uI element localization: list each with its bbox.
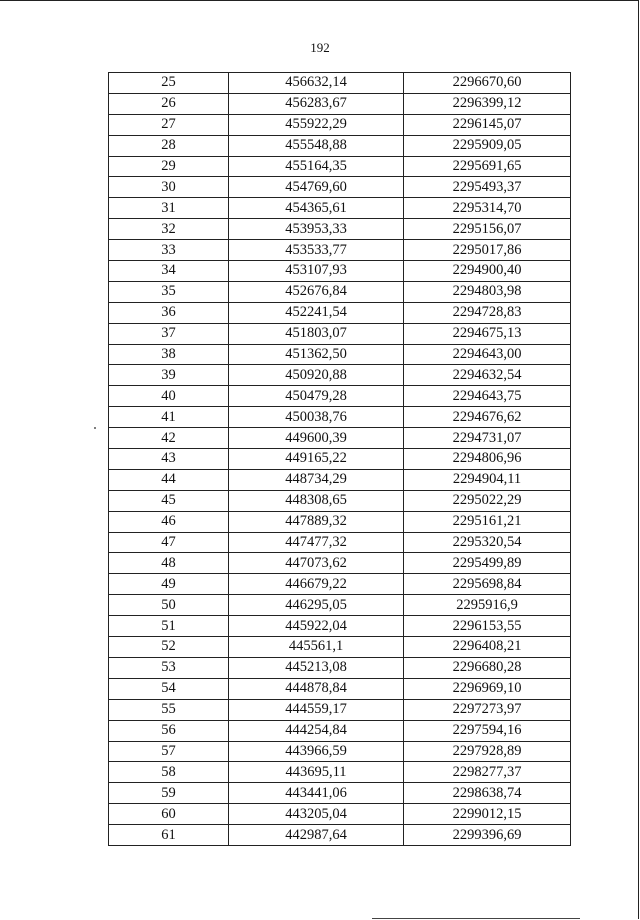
y-coordinate-cell: 2294643,75 <box>404 386 571 407</box>
x-coordinate-cell: 442987,64 <box>229 825 404 846</box>
point-number-cell: 61 <box>109 825 229 846</box>
table-row <box>109 386 571 407</box>
table-row <box>109 344 571 365</box>
x-coordinate-cell: 450038,76 <box>229 407 404 428</box>
y-coordinate-cell: 2296969,10 <box>404 678 571 699</box>
coordinates-table-body <box>109 73 571 846</box>
point-number-cell: 50 <box>109 595 229 616</box>
point-number-cell: 41 <box>109 407 229 428</box>
table-row <box>109 783 571 804</box>
y-coordinate-cell: 2296399,12 <box>404 93 571 114</box>
x-coordinate-cell: 447477,32 <box>229 532 404 553</box>
x-coordinate-cell: 454769,60 <box>229 177 404 198</box>
x-coordinate-cell: 445213,08 <box>229 657 404 678</box>
x-coordinate-cell: 450479,28 <box>229 386 404 407</box>
table-row <box>109 135 571 156</box>
y-coordinate-cell: 2295156,07 <box>404 219 571 240</box>
point-number-cell: 56 <box>109 720 229 741</box>
point-number-cell: 48 <box>109 553 229 574</box>
table-row <box>109 428 571 449</box>
point-number-cell: 49 <box>109 574 229 595</box>
scan-speck <box>94 427 96 429</box>
table-row <box>109 302 571 323</box>
y-coordinate-cell: 2294728,83 <box>404 302 571 323</box>
table-row <box>109 574 571 595</box>
x-coordinate-cell: 454365,61 <box>229 198 404 219</box>
x-coordinate-cell: 443441,06 <box>229 783 404 804</box>
x-coordinate-cell: 446295,05 <box>229 595 404 616</box>
x-coordinate-cell: 446679,22 <box>229 574 404 595</box>
table-row <box>109 595 571 616</box>
y-coordinate-cell: 2295493,37 <box>404 177 571 198</box>
table-row <box>109 490 571 511</box>
x-coordinate-cell: 456283,67 <box>229 93 404 114</box>
point-number-cell: 31 <box>109 198 229 219</box>
x-coordinate-cell: 448308,65 <box>229 490 404 511</box>
y-coordinate-cell: 2296408,21 <box>404 637 571 658</box>
table-row <box>109 678 571 699</box>
table-row <box>109 240 571 261</box>
point-number-cell: 51 <box>109 616 229 637</box>
point-number-cell: 45 <box>109 490 229 511</box>
x-coordinate-cell: 443966,59 <box>229 741 404 762</box>
point-number-cell: 34 <box>109 261 229 282</box>
x-coordinate-cell: 455548,88 <box>229 135 404 156</box>
table-row <box>109 616 571 637</box>
table-row <box>109 532 571 553</box>
y-coordinate-cell: 2295017,86 <box>404 240 571 261</box>
table-row <box>109 198 571 219</box>
x-coordinate-cell: 450920,88 <box>229 365 404 386</box>
y-coordinate-cell: 2295909,05 <box>404 135 571 156</box>
y-coordinate-cell: 2295314,70 <box>404 198 571 219</box>
x-coordinate-cell: 452241,54 <box>229 302 404 323</box>
bottom-edge-line <box>372 918 580 919</box>
y-coordinate-cell: 2295022,29 <box>404 490 571 511</box>
x-coordinate-cell: 444559,17 <box>229 699 404 720</box>
point-number-cell: 52 <box>109 637 229 658</box>
x-coordinate-cell: 453107,93 <box>229 261 404 282</box>
y-coordinate-cell: 2298277,37 <box>404 762 571 783</box>
point-number-cell: 44 <box>109 469 229 490</box>
x-coordinate-cell: 443695,11 <box>229 762 404 783</box>
y-coordinate-cell: 2295499,89 <box>404 553 571 574</box>
x-coordinate-cell: 456632,14 <box>229 73 404 94</box>
y-coordinate-cell: 2294675,13 <box>404 323 571 344</box>
x-coordinate-cell: 444878,84 <box>229 678 404 699</box>
point-number-cell: 54 <box>109 678 229 699</box>
point-number-cell: 57 <box>109 741 229 762</box>
point-number-cell: 58 <box>109 762 229 783</box>
table-row <box>109 219 571 240</box>
y-coordinate-cell: 2295916,9 <box>404 595 571 616</box>
point-number-cell: 42 <box>109 428 229 449</box>
y-coordinate-cell: 2297928,89 <box>404 741 571 762</box>
y-coordinate-cell: 2296670,60 <box>404 73 571 94</box>
table-row <box>109 741 571 762</box>
x-coordinate-cell: 453533,77 <box>229 240 404 261</box>
x-coordinate-cell: 451362,50 <box>229 344 404 365</box>
x-coordinate-cell: 445922,04 <box>229 616 404 637</box>
table-row <box>109 469 571 490</box>
y-coordinate-cell: 2295691,65 <box>404 156 571 177</box>
table-row <box>109 637 571 658</box>
y-coordinate-cell: 2296680,28 <box>404 657 571 678</box>
point-number-cell: 32 <box>109 219 229 240</box>
x-coordinate-cell: 447073,62 <box>229 553 404 574</box>
table-row <box>109 281 571 302</box>
point-number-cell: 46 <box>109 511 229 532</box>
y-coordinate-cell: 2299012,15 <box>404 804 571 825</box>
y-coordinate-cell: 2294632,54 <box>404 365 571 386</box>
x-coordinate-cell: 455164,35 <box>229 156 404 177</box>
table-row <box>109 177 571 198</box>
x-coordinate-cell: 447889,32 <box>229 511 404 532</box>
point-number-cell: 40 <box>109 386 229 407</box>
table-row <box>109 720 571 741</box>
x-coordinate-cell: 455922,29 <box>229 114 404 135</box>
table-row <box>109 323 571 344</box>
point-number-cell: 29 <box>109 156 229 177</box>
x-coordinate-cell: 452676,84 <box>229 281 404 302</box>
point-number-cell: 55 <box>109 699 229 720</box>
point-number-cell: 33 <box>109 240 229 261</box>
point-number-cell: 47 <box>109 532 229 553</box>
point-number-cell: 59 <box>109 783 229 804</box>
y-coordinate-cell: 2296145,07 <box>404 114 571 135</box>
point-number-cell: 25 <box>109 73 229 94</box>
point-number-cell: 35 <box>109 281 229 302</box>
point-number-cell: 27 <box>109 114 229 135</box>
point-number-cell: 37 <box>109 323 229 344</box>
point-number-cell: 36 <box>109 302 229 323</box>
table-row <box>109 825 571 846</box>
y-coordinate-cell: 2294731,07 <box>404 428 571 449</box>
x-coordinate-cell: 444254,84 <box>229 720 404 741</box>
point-number-cell: 43 <box>109 449 229 470</box>
table-row <box>109 156 571 177</box>
y-coordinate-cell: 2297594,16 <box>404 720 571 741</box>
table-row <box>109 804 571 825</box>
table-row <box>109 407 571 428</box>
table-row <box>109 261 571 282</box>
table-row <box>109 73 571 94</box>
y-coordinate-cell: 2295320,54 <box>404 532 571 553</box>
y-coordinate-cell: 2298638,74 <box>404 783 571 804</box>
table-row <box>109 449 571 470</box>
y-coordinate-cell: 2294904,11 <box>404 469 571 490</box>
table-row <box>109 93 571 114</box>
table-row <box>109 657 571 678</box>
point-number-cell: 26 <box>109 93 229 114</box>
table-row <box>109 699 571 720</box>
x-coordinate-cell: 449165,22 <box>229 449 404 470</box>
y-coordinate-cell: 2295698,84 <box>404 574 571 595</box>
point-number-cell: 53 <box>109 657 229 678</box>
y-coordinate-cell: 2299396,69 <box>404 825 571 846</box>
y-coordinate-cell: 2294900,40 <box>404 261 571 282</box>
table-row <box>109 365 571 386</box>
x-coordinate-cell: 443205,04 <box>229 804 404 825</box>
coordinates-table <box>108 72 571 846</box>
x-coordinate-cell: 445561,1 <box>229 637 404 658</box>
point-number-cell: 60 <box>109 804 229 825</box>
point-number-cell: 30 <box>109 177 229 198</box>
point-number-cell: 39 <box>109 365 229 386</box>
y-coordinate-cell: 2296153,55 <box>404 616 571 637</box>
table-row <box>109 762 571 783</box>
y-coordinate-cell: 2294676,62 <box>404 407 571 428</box>
point-number-cell: 28 <box>109 135 229 156</box>
table-row <box>109 114 571 135</box>
y-coordinate-cell: 2294803,98 <box>404 281 571 302</box>
y-coordinate-cell: 2294643,00 <box>404 344 571 365</box>
x-coordinate-cell: 448734,29 <box>229 469 404 490</box>
y-coordinate-cell: 2294806,96 <box>404 449 571 470</box>
x-coordinate-cell: 451803,07 <box>229 323 404 344</box>
y-coordinate-cell: 2297273,97 <box>404 699 571 720</box>
y-coordinate-cell: 2295161,21 <box>404 511 571 532</box>
page-number: 192 <box>310 40 330 55</box>
x-coordinate-cell: 453953,33 <box>229 219 404 240</box>
point-number-cell: 38 <box>109 344 229 365</box>
table-row <box>109 553 571 574</box>
table-row <box>109 511 571 532</box>
x-coordinate-cell: 449600,39 <box>229 428 404 449</box>
